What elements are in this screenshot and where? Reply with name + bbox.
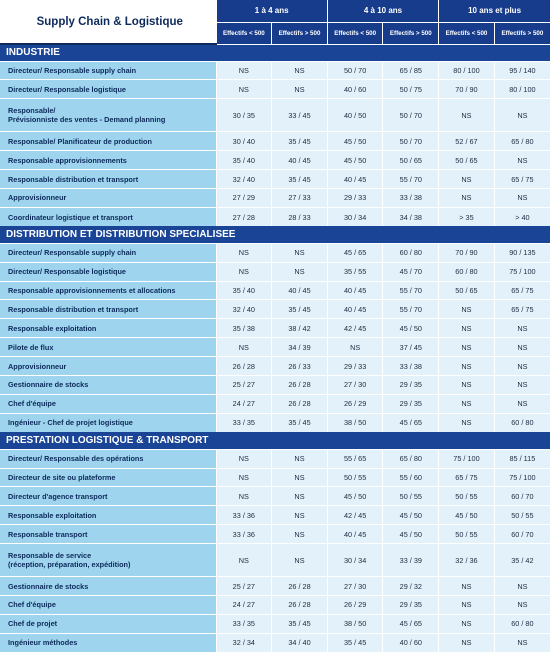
job-title-cell: Chef d'équipe: [0, 595, 216, 614]
salary-cell: 80 / 100: [494, 80, 550, 99]
salary-cell: 50 / 70: [383, 132, 439, 151]
job-title-cell: Directeur/ Responsable logistique: [0, 262, 216, 281]
salary-cell: 29 / 33: [327, 188, 383, 207]
salary-cell: 33 / 39: [383, 544, 439, 577]
section-title: PRESTATION LOGISTIQUE & TRANSPORT: [0, 432, 550, 449]
job-title-cell: Responsable distribution et transport: [0, 300, 216, 319]
salary-cell: 50 / 70: [327, 61, 383, 80]
salary-cell: 40 / 45: [327, 281, 383, 300]
salary-cell: 65 / 85: [383, 61, 439, 80]
table-header: [0, 0, 550, 44]
salary-cell: 75 / 100: [494, 262, 550, 281]
table-row: [0, 633, 550, 652]
job-title-cell: Directeur d'agence transport: [0, 487, 216, 506]
salary-cell: NS: [494, 338, 550, 357]
salary-cell: 27 / 30: [327, 577, 383, 596]
salary-cell: NS: [216, 61, 272, 80]
table-row: [0, 262, 550, 281]
salary-cell: 60 / 70: [494, 525, 550, 544]
job-title-cell: Responsable approvisionnements et allocations: [0, 281, 216, 300]
job-title-cell: Responsable de service (réception, préparation, expédition): [0, 544, 216, 577]
salary-cell: 40 / 45: [272, 281, 328, 300]
job-title-cell: Gestionnaire de stocks: [0, 577, 216, 596]
salary-cell: NS: [216, 243, 272, 262]
salary-cell: 35 / 45: [272, 132, 328, 151]
job-title-cell: Pilote de flux: [0, 338, 216, 357]
salary-cell: 70 / 90: [439, 243, 495, 262]
salary-cell: 34 / 39: [272, 338, 328, 357]
salary-cell: 30 / 34: [327, 207, 383, 226]
job-title-cell: Ingénieur méthodes: [0, 633, 216, 652]
table-row: [0, 595, 550, 614]
salary-cell: 55 / 70: [383, 170, 439, 189]
job-title-cell: Directeur/ Responsable supply chain: [0, 61, 216, 80]
salary-cell: NS: [494, 99, 550, 132]
table-row: [0, 207, 550, 226]
salary-cell: 50 / 55: [439, 525, 495, 544]
job-title-cell: Responsable exploitation: [0, 319, 216, 338]
salary-cell: 35 / 45: [327, 633, 383, 652]
table-row: [0, 577, 550, 596]
salary-cell: 32 / 34: [216, 633, 272, 652]
job-title-cell: Directeur/ Responsable logistique: [0, 80, 216, 99]
salary-cell: 45 / 50: [327, 487, 383, 506]
salary-cell: 25 / 27: [216, 375, 272, 394]
salary-cell: 29 / 35: [383, 595, 439, 614]
table-row: [0, 338, 550, 357]
salary-cell: NS: [439, 99, 495, 132]
salary-cell: NS: [439, 595, 495, 614]
salary-cell: 33 / 36: [216, 525, 272, 544]
table-row: [0, 99, 550, 132]
section-title: INDUSTRIE: [0, 44, 550, 61]
group-header-1-4: 1 à 4 ans: [216, 0, 327, 22]
salary-cell: NS: [439, 338, 495, 357]
job-title-cell: Responsable/ Planificateur de production: [0, 132, 216, 151]
group-header-10-plus: 10 ans et plus: [439, 0, 550, 22]
salary-cell: 65 / 75: [494, 300, 550, 319]
section-title: DISTRIBUTION ET DISTRIBUTION SPECIALISEE: [0, 226, 550, 243]
salary-cell: 42 / 45: [327, 319, 383, 338]
salary-cell: 55 / 70: [383, 281, 439, 300]
salary-cell: NS: [494, 375, 550, 394]
salary-cell: 35 / 40: [216, 281, 272, 300]
salary-cell: 60 / 70: [494, 487, 550, 506]
table-row: [0, 80, 550, 99]
salary-cell: NS: [439, 394, 495, 413]
salary-cell: 29 / 33: [327, 357, 383, 376]
salary-cell: 35 / 45: [272, 413, 328, 432]
salary-cell: 60 / 80: [439, 262, 495, 281]
salary-cell: 37 / 45: [383, 338, 439, 357]
salary-cell: NS: [272, 506, 328, 525]
salary-cell: 33 / 35: [216, 614, 272, 633]
salary-cell: NS: [272, 262, 328, 281]
salary-cell: 38 / 42: [272, 319, 328, 338]
subheader-cell: Effectifs < 500: [216, 22, 272, 44]
salary-cell: 24 / 27: [216, 394, 272, 413]
salary-cell: 27 / 28: [216, 207, 272, 226]
salary-cell: 45 / 50: [327, 151, 383, 170]
salary-cell: 60 / 80: [383, 243, 439, 262]
salary-cell: 38 / 50: [327, 413, 383, 432]
salary-cell: NS: [216, 468, 272, 487]
salary-cell: NS: [272, 544, 328, 577]
salary-cell: 35 / 40: [216, 151, 272, 170]
salary-cell: NS: [272, 487, 328, 506]
table-row: [0, 544, 550, 577]
salary-cell: 29 / 32: [383, 577, 439, 596]
salary-cell: NS: [494, 394, 550, 413]
salary-cell: 27 / 29: [216, 188, 272, 207]
salary-cell: 26 / 28: [272, 577, 328, 596]
salary-cell: 60 / 80: [494, 614, 550, 633]
subheader-cell: Effectifs < 500: [327, 22, 383, 44]
salary-cell: 38 / 50: [327, 614, 383, 633]
salary-cell: NS: [216, 449, 272, 468]
salary-cell: 50 / 65: [383, 151, 439, 170]
salary-cell: > 40: [494, 207, 550, 226]
salary-cell: 26 / 33: [272, 357, 328, 376]
salary-cell: 60 / 80: [494, 413, 550, 432]
salary-cell: 29 / 35: [383, 375, 439, 394]
salary-cell: NS: [272, 243, 328, 262]
salary-cell: 45 / 50: [327, 132, 383, 151]
salary-cell: 55 / 60: [383, 468, 439, 487]
salary-cell: 75 / 100: [494, 468, 550, 487]
salary-cell: 45 / 50: [383, 319, 439, 338]
salary-cell: 45 / 65: [327, 243, 383, 262]
job-title-cell: Directeur de site ou plateforme: [0, 468, 216, 487]
section-header-row: [0, 226, 550, 243]
salary-cell: NS: [439, 577, 495, 596]
table-row: [0, 357, 550, 376]
salary-cell: 26 / 28: [216, 357, 272, 376]
subheader-cell: Effectifs > 500: [272, 22, 328, 44]
salary-cell: NS: [216, 338, 272, 357]
salary-cell: 27 / 33: [272, 188, 328, 207]
job-title-cell: Responsable transport: [0, 525, 216, 544]
salary-cell: 40 / 45: [327, 170, 383, 189]
salary-cell: 29 / 35: [383, 394, 439, 413]
job-title-cell: Chef d'équipe: [0, 394, 216, 413]
salary-cell: NS: [439, 413, 495, 432]
salary-cell: 80 / 100: [439, 61, 495, 80]
subheader-cell: Effectifs > 500: [383, 22, 439, 44]
salary-cell: 55 / 65: [327, 449, 383, 468]
job-title-cell: Chef de projet: [0, 614, 216, 633]
salary-cell: 26 / 28: [272, 375, 328, 394]
table-row: [0, 614, 550, 633]
salary-cell: 32 / 36: [439, 544, 495, 577]
salary-cell: 34 / 40: [272, 633, 328, 652]
salary-cell: 35 / 38: [216, 319, 272, 338]
job-title-cell: Directeur/ Responsable supply chain: [0, 243, 216, 262]
salary-cell: 45 / 50: [439, 506, 495, 525]
salary-cell: 40 / 60: [327, 80, 383, 99]
salary-cell: 40 / 45: [327, 300, 383, 319]
salary-cell: 32 / 40: [216, 300, 272, 319]
salary-cell: 50 / 65: [439, 281, 495, 300]
salary-cell: NS: [494, 188, 550, 207]
salary-cell: 45 / 65: [383, 413, 439, 432]
salary-cell: NS: [439, 633, 495, 652]
salary-cell: 65 / 80: [383, 449, 439, 468]
salary-cell: NS: [494, 357, 550, 376]
table-title: Supply Chain & Logistique: [0, 0, 216, 44]
salary-cell: 25 / 27: [216, 577, 272, 596]
table-row: [0, 61, 550, 80]
salary-cell: NS: [439, 319, 495, 338]
salary-cell: 50 / 55: [494, 506, 550, 525]
salary-cell: NS: [494, 577, 550, 596]
subheader-cell: Effectifs > 500: [494, 22, 550, 44]
job-title-cell: Directeur/ Responsable des opérations: [0, 449, 216, 468]
salary-cell: 50 / 55: [327, 468, 383, 487]
table-body: [0, 44, 550, 652]
salary-cell: 45 / 50: [383, 525, 439, 544]
table-row: [0, 506, 550, 525]
table-row: [0, 375, 550, 394]
salary-cell: 26 / 28: [272, 595, 328, 614]
salary-cell: NS: [494, 595, 550, 614]
job-title-cell: Responsable approvisionnements: [0, 151, 216, 170]
salary-cell: 55 / 70: [383, 300, 439, 319]
job-title-cell: Responsable/ Prévisionniste des ventes - Demand planning: [0, 99, 216, 132]
salary-cell: NS: [216, 80, 272, 99]
salary-cell: NS: [272, 61, 328, 80]
job-title-cell: Gestionnaire de stocks: [0, 375, 216, 394]
salary-cell: 32 / 40: [216, 170, 272, 189]
table-row: [0, 468, 550, 487]
job-title-cell: Coordinateur logistique et transport: [0, 207, 216, 226]
salary-cell: 50 / 55: [439, 487, 495, 506]
job-title-cell: Responsable distribution et transport: [0, 170, 216, 189]
salary-cell: NS: [439, 614, 495, 633]
salary-cell: NS: [216, 487, 272, 506]
salary-cell: 26 / 29: [327, 394, 383, 413]
salary-cell: 30 / 35: [216, 99, 272, 132]
table-row: [0, 394, 550, 413]
table-row: [0, 243, 550, 262]
salary-cell: 33 / 38: [383, 188, 439, 207]
table-row: [0, 151, 550, 170]
salary-cell: 33 / 45: [272, 99, 328, 132]
table-row: [0, 525, 550, 544]
salary-cell: 50 / 65: [439, 151, 495, 170]
salary-cell: NS: [439, 188, 495, 207]
section-header-row: [0, 432, 550, 449]
salary-cell: 24 / 27: [216, 595, 272, 614]
salary-cell: NS: [494, 319, 550, 338]
job-title-cell: Ingénieur - Chef de projet logistique: [0, 413, 216, 432]
salary-cell: 65 / 80: [494, 132, 550, 151]
salary-cell: NS: [439, 170, 495, 189]
salary-cell: NS: [272, 449, 328, 468]
salary-cell: 85 / 115: [494, 449, 550, 468]
salary-cell: 33 / 35: [216, 413, 272, 432]
salary-cell: 34 / 38: [383, 207, 439, 226]
section-header-row: [0, 44, 550, 61]
salary-cell: 75 / 100: [439, 449, 495, 468]
table-row: [0, 413, 550, 432]
salary-cell: 40 / 50: [327, 99, 383, 132]
salary-cell: 65 / 75: [439, 468, 495, 487]
salary-cell: 35 / 42: [494, 544, 550, 577]
subheader-cell: Effectifs < 500: [439, 22, 495, 44]
salary-cell: 30 / 40: [216, 132, 272, 151]
salary-cell: 65 / 75: [494, 170, 550, 189]
salary-cell: 70 / 90: [439, 80, 495, 99]
salary-cell: 45 / 50: [383, 506, 439, 525]
salary-cell: 28 / 33: [272, 207, 328, 226]
salary-cell: NS: [494, 151, 550, 170]
salary-cell: NS: [439, 300, 495, 319]
table-row: [0, 281, 550, 300]
salary-cell: NS: [216, 544, 272, 577]
salary-cell: 40 / 60: [383, 633, 439, 652]
salary-cell: NS: [439, 375, 495, 394]
salary-cell: 50 / 70: [383, 99, 439, 132]
table-row: [0, 319, 550, 338]
salary-cell: 33 / 36: [216, 506, 272, 525]
salary-cell: 40 / 45: [272, 151, 328, 170]
salary-cell: > 35: [439, 207, 495, 226]
table-row: [0, 449, 550, 468]
salary-cell: 35 / 45: [272, 300, 328, 319]
job-title-cell: Approvisionneur: [0, 188, 216, 207]
salary-cell: 65 / 75: [494, 281, 550, 300]
salary-cell: NS: [327, 338, 383, 357]
salary-cell: 30 / 34: [327, 544, 383, 577]
salary-cell: 26 / 29: [327, 595, 383, 614]
job-title-cell: Responsable exploitation: [0, 506, 216, 525]
salary-cell: 50 / 55: [383, 487, 439, 506]
table-row: [0, 188, 550, 207]
table-row: [0, 170, 550, 189]
salary-cell: NS: [439, 357, 495, 376]
salary-cell: 40 / 45: [327, 525, 383, 544]
salary-cell: 35 / 45: [272, 170, 328, 189]
salary-cell: 45 / 70: [383, 262, 439, 281]
salary-cell: 35 / 45: [272, 614, 328, 633]
job-title-cell: Approvisionneur: [0, 357, 216, 376]
salary-cell: 50 / 75: [383, 80, 439, 99]
salary-cell: 35 / 55: [327, 262, 383, 281]
table-row: [0, 132, 550, 151]
salary-cell: 42 / 45: [327, 506, 383, 525]
table-row: [0, 300, 550, 319]
salary-cell: 95 / 140: [494, 61, 550, 80]
salary-cell: 33 / 38: [383, 357, 439, 376]
salary-cell: 52 / 67: [439, 132, 495, 151]
salary-cell: NS: [272, 80, 328, 99]
salary-cell: 90 / 135: [494, 243, 550, 262]
salary-cell: NS: [272, 468, 328, 487]
salary-cell: 26 / 28: [272, 394, 328, 413]
salary-cell: 45 / 65: [383, 614, 439, 633]
table-row: [0, 487, 550, 506]
salary-cell: NS: [216, 262, 272, 281]
group-header-4-10: 4 à 10 ans: [327, 0, 438, 22]
salary-cell: 27 / 30: [327, 375, 383, 394]
salary-cell: NS: [272, 525, 328, 544]
salary-cell: NS: [494, 633, 550, 652]
